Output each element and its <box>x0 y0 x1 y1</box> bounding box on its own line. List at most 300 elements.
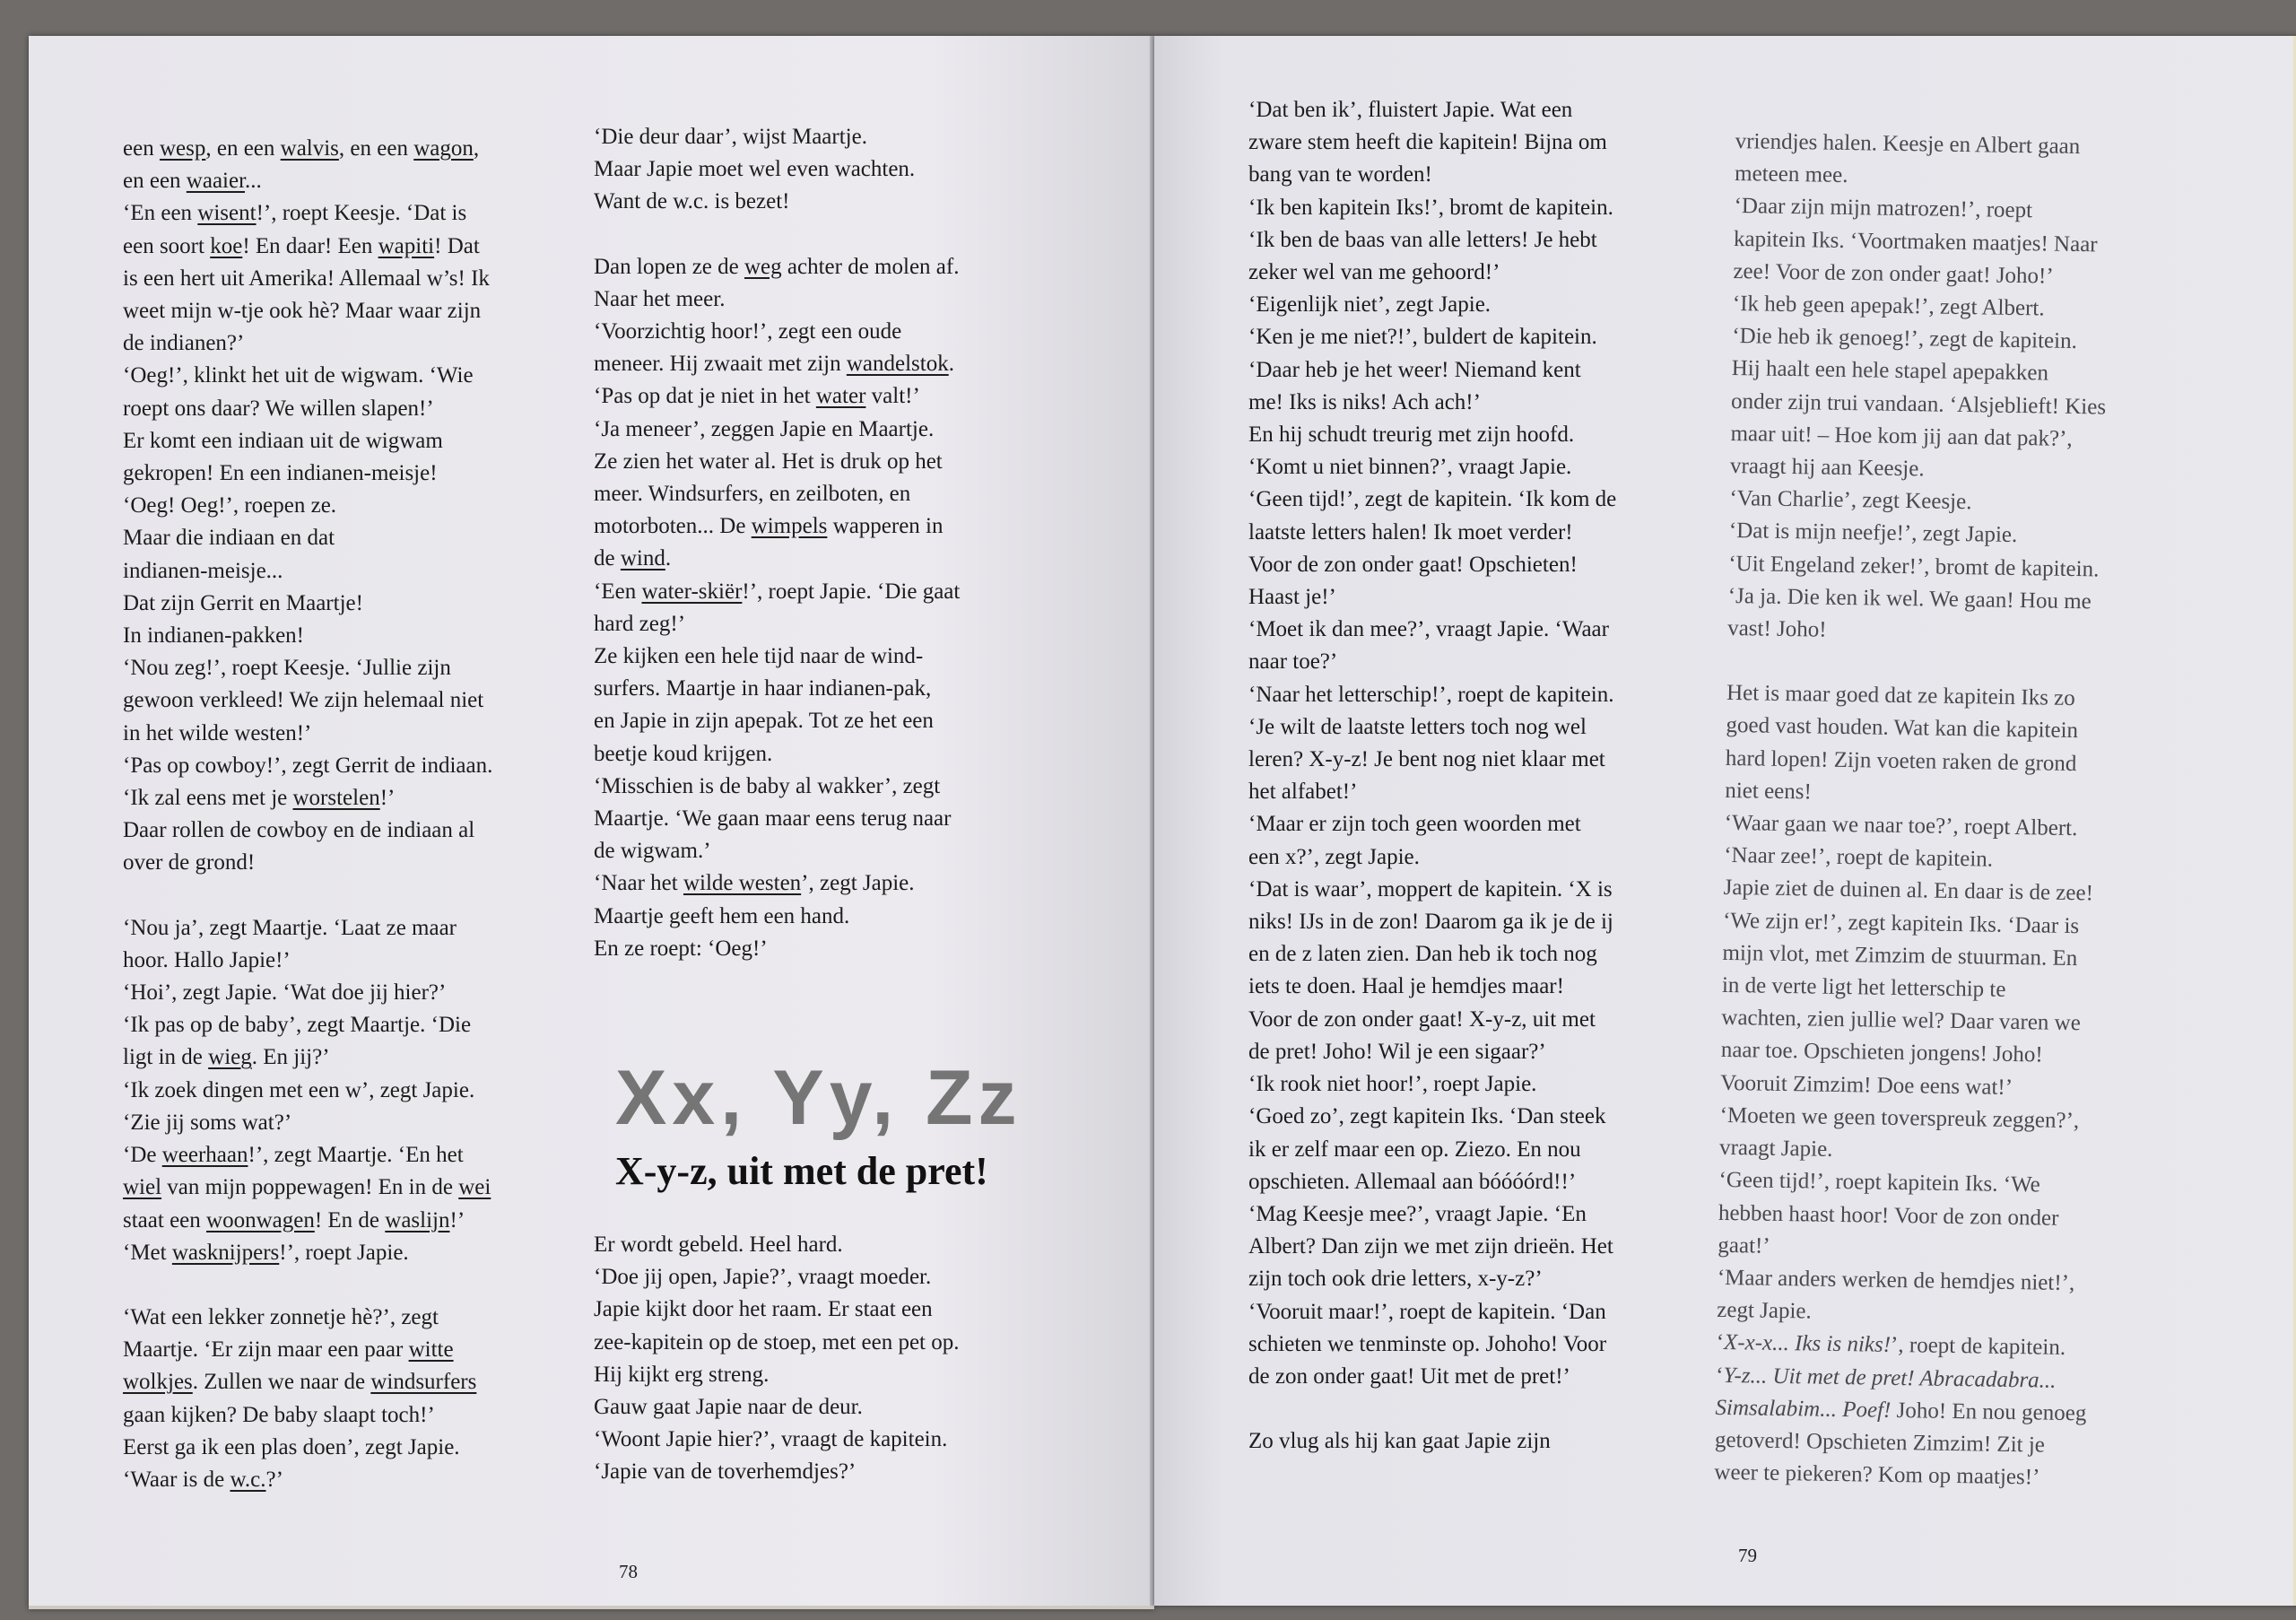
text-line <box>1248 419 1746 451</box>
text-line <box>594 608 1100 640</box>
text-segment: in de verte ligt het letterschip te <box>1721 972 2006 1002</box>
text-segment: staat een <box>123 1207 207 1232</box>
text-line <box>594 446 1100 478</box>
underlined-word: wei <box>458 1175 491 1200</box>
text-segment: zijn toch ook drie letters, x-y-z?’ <box>1248 1267 1543 1292</box>
text-segment: hard zeg!’ <box>594 611 686 636</box>
text-segment: hebben haast hoor! Voor de zon onder <box>1718 1200 2059 1231</box>
text-segment: ‘Dat is waar’, moppert de kapitein. ‘X is <box>1248 876 1613 901</box>
text-line <box>1248 971 1746 1003</box>
text-segment: Dan lopen ze de <box>594 254 744 279</box>
underlined-word: wisent <box>197 201 257 226</box>
text-line <box>123 231 607 263</box>
text-segment: ‘Naar het <box>594 871 683 896</box>
text-line <box>123 490 607 522</box>
text-segment: wapperen in <box>827 514 944 539</box>
text-line <box>594 414 1100 446</box>
text-line <box>1248 679 1746 711</box>
text-line <box>1248 874 1746 906</box>
underlined-word: wieg <box>208 1045 252 1070</box>
text-segment: ! En daar! Een <box>242 233 378 258</box>
text-line <box>123 620 607 652</box>
text-segment: ‘Ik zal eens met je <box>123 786 293 811</box>
text-segment: ‘Ja meneer’, zeggen Japie en Maartje. <box>594 416 935 441</box>
underlined-word: wind <box>620 546 665 571</box>
text-segment: ‘Die deur daar’, wijst Maartje. <box>594 125 867 149</box>
text-segment: Joho! En nou genoeg <box>1891 1398 2087 1426</box>
page-number-left: 78 <box>619 1561 638 1582</box>
underlined-word: water-skiër <box>641 579 743 604</box>
underlined-word: wolkjes <box>123 1370 193 1395</box>
text-segment: schieten we tenminste op. Johoho! Voor <box>1248 1331 1607 1356</box>
text-segment: valt!’ <box>865 384 920 409</box>
text-segment: ‘Nou zeg!’, roept Keesje. ‘Jullie zijn <box>123 656 451 681</box>
text-segment: ‘Wat een lekker zonnetje hè?’, zegt <box>123 1304 439 1329</box>
chapter-title: X-y-z, uit met de pret! <box>615 1149 988 1193</box>
text-segment: ‘Mag Keesje mee?’, vraagt Japie. ‘En <box>1248 1201 1587 1226</box>
text-line <box>123 1302 607 1334</box>
text-column-2 <box>594 121 1100 965</box>
text-segment: zeker wel van me gehoord!’ <box>1248 260 1500 285</box>
text-line <box>594 380 1100 413</box>
text-segment: roept ons daar? We willen slapen!’ <box>123 396 434 421</box>
underlined-word: witte <box>408 1337 454 1363</box>
text-segment: iets te doen. Haal je hemdjes maar! <box>1248 974 1564 999</box>
text-segment: Want de w.c. is bezet! <box>594 189 790 214</box>
text-segment: naar toe. Opschieten jongens! Joho! <box>1720 1038 2043 1067</box>
left-page <box>29 36 1154 1609</box>
text-segment: meteen mee. <box>1734 161 1848 188</box>
text-segment: ‘Die heb ik genoeg!’, zegt de kapitein. <box>1732 324 2078 354</box>
text-line <box>123 814 607 847</box>
text-segment: Voor de zon onder gaat! X-y-z, uit met <box>1248 1006 1596 1032</box>
text-line <box>594 933 1100 965</box>
text-segment: ‘Met <box>123 1240 172 1265</box>
text-segment: . Zullen we naar de <box>192 1370 371 1395</box>
text-line <box>123 133 607 165</box>
text-line <box>1248 387 1746 419</box>
text-segment: ‘Dat is mijn neefje!’, zegt Japie. <box>1728 518 2018 548</box>
text-segment: . En jij?’ <box>251 1045 330 1070</box>
underlined-word: wandelstok <box>846 352 949 377</box>
text-segment: En ze roept: ‘Oeg!’ <box>594 936 768 961</box>
text-segment: de pret! Joho! Wil je een sigaar?’ <box>1248 1039 1546 1064</box>
text-line <box>123 1334 607 1366</box>
text-segment: . <box>665 546 672 571</box>
text-segment: !’, zegt Maartje. ‘En het <box>248 1143 464 1168</box>
text-segment: ‘De <box>123 1143 162 1168</box>
text-line <box>123 1041 607 1074</box>
text-line <box>1248 744 1746 776</box>
underlined-word: wimpels <box>751 514 828 539</box>
text-line <box>1248 906 1746 938</box>
text-line <box>1248 1036 1746 1068</box>
text-segment: het alfabet!’ <box>1248 780 1358 805</box>
text-line <box>123 718 607 750</box>
text-segment: ‘Een <box>594 579 642 604</box>
text-line <box>1248 1425 1746 1458</box>
text-segment: ‘Uit Engeland zeker!’, bromt de kapitein. <box>1728 551 2100 582</box>
text-segment: de indianen?’ <box>123 331 245 356</box>
text-segment: vraagt Japie. <box>1718 1135 1833 1162</box>
text-segment: Japie kijkt door het raam. Er staat een <box>594 1297 933 1322</box>
text-line <box>1248 94 1746 126</box>
text-column-1 <box>123 133 607 1496</box>
text-segment: ‘Geen tijd!’, zegt de kapitein. ‘Ik kom de <box>1248 487 1617 512</box>
text-segment: Vooruit Zimzim! Doe eens wat!’ <box>1720 1070 2013 1100</box>
book-spread <box>18 36 2296 1615</box>
text-segment: ‘Ja ja. Die ken ik wel. We gaan! Hou me <box>1727 583 2092 614</box>
text-line <box>1248 1068 1746 1101</box>
text-line <box>123 1366 607 1398</box>
text-line <box>594 1456 1100 1488</box>
text-line <box>123 847 607 879</box>
text-segment: vraagt hij aan Keesje. <box>1729 453 1925 482</box>
text-line <box>1248 1004 1746 1036</box>
text-segment: ‘Vooruit maar!’, roept de kapitein. ‘Dan <box>1248 1299 1606 1324</box>
text-segment: laatste letters halen! Ik moet verder! <box>1248 519 1573 544</box>
text-line <box>594 705 1100 737</box>
text-segment: Japie ziet de duinen al. En daar is de zee! <box>1723 875 2094 906</box>
text-line <box>1248 938 1746 971</box>
text-segment: Voor de zon onder gaat! Opschieten! <box>1248 552 1578 577</box>
text-segment: wachten, zien jullie wel? Daar varen we <box>1721 1006 2082 1036</box>
text-line <box>123 425 607 457</box>
text-segment: !’, roept Japie. ‘Die gaat <box>742 579 961 604</box>
text-line <box>594 153 1100 186</box>
text-segment: goed vast houden. Wat kan die kapitein <box>1726 713 2079 744</box>
text-line <box>123 1107 607 1139</box>
text-segment: !’ <box>449 1207 465 1232</box>
text-segment: indianen-meisje... <box>123 558 283 583</box>
text-segment: ‘Hoi’, zegt Japie. ‘Wat doe jij hier?’ <box>123 980 447 1006</box>
text-segment: en Japie in zijn apepak. Tot ze het een <box>594 709 934 734</box>
underlined-word: wilde westen <box>683 871 802 896</box>
text-segment: ‘Ik pas op de baby’, zegt Maartje. ‘Die <box>123 1013 472 1038</box>
text-line <box>123 393 607 425</box>
text-segment: gaan kijken? De baby slaapt toch!’ <box>123 1402 435 1427</box>
text-line <box>1248 257 1746 289</box>
text-segment: Daar rollen de cowboy en de indiaan al <box>123 818 475 843</box>
underlined-word: wapiti <box>378 233 435 258</box>
text-line <box>1248 581 1746 614</box>
text-segment: ! Dat <box>434 233 480 258</box>
text-segment: in het wilde westen!’ <box>123 720 312 745</box>
text-segment: ‘Woont Japie hier?’, vraagt de kapitein. <box>594 1427 948 1452</box>
underlined-word: wagon <box>413 136 474 161</box>
text-segment: gewoon verkleed! We zijn helemaal niet <box>123 688 484 713</box>
text-segment: weet mijn w-tje ook hè? Maar waar zijn <box>123 299 482 324</box>
text-segment: Eerst ga ik een plas doen’, zegt Japie. <box>123 1434 460 1459</box>
text-line <box>1248 451 1746 483</box>
text-line <box>1248 614 1746 646</box>
text-segment: een x?’, zegt Japie. <box>1248 844 1420 869</box>
text-line <box>123 263 607 295</box>
underlined-word: waslijn <box>385 1207 450 1232</box>
text-line <box>1248 192 1746 224</box>
underlined-word: wasknijpers <box>171 1240 280 1265</box>
text-segment: ‘Goed zo’, zegt kapitein Iks. ‘Dan steek <box>1248 1104 1606 1129</box>
text-segment: ‘Oeg!’, klinkt het uit de wigwam. ‘Wie <box>123 363 474 388</box>
text-segment: ‘Moeten we geen toverspreuk zeggen?’, <box>1719 1102 2080 1134</box>
text-segment: Het is maar goed dat ze kapitein Iks zo <box>1726 681 2075 711</box>
text-segment: gaat!’ <box>1718 1232 1770 1259</box>
text-segment: ‘Geen tijd!’, roept kapitein Iks. ‘We <box>1718 1168 2040 1198</box>
text-segment: ‘Daar heb je het weer! Niemand kent <box>1248 357 1581 382</box>
text-segment: ‘Daar zijn mijn matrozen!’, roept <box>1734 194 2033 223</box>
text-segment: ’, zegt Japie. <box>801 871 915 896</box>
text-segment: is een hert uit Amerika! Allemaal w’s! Ik <box>123 266 490 291</box>
text-segment: Ze kijken een hele tijd naar de wind- <box>594 644 924 669</box>
underlined-word: waaier <box>186 169 246 194</box>
text-segment: hard lopen! Zijn voeten raken de grond <box>1725 745 2077 776</box>
text-line <box>594 478 1100 510</box>
text-segment: , <box>473 136 480 161</box>
text-line <box>123 912 607 945</box>
text-segment: niks! IJs in de zon! Daarom ga ik je de ij <box>1248 910 1613 935</box>
text-line <box>123 750 607 782</box>
text-line <box>1714 1457 2195 1497</box>
text-line <box>594 673 1100 705</box>
text-segment: Er wordt gebeld. Heel hard. <box>594 1232 843 1257</box>
text-line <box>594 867 1100 900</box>
text-line <box>594 771 1100 803</box>
text-line <box>594 835 1100 867</box>
text-segment: In indianen-pakken! <box>123 623 305 649</box>
text-segment: ‘Doe jij open, Japie?’, vraagt moeder. <box>594 1265 932 1290</box>
text-line <box>1248 1101 1746 1133</box>
text-segment: opschieten. Allemaal aan bóóóórd!!’ <box>1248 1169 1577 1194</box>
text-segment: beetje koud krijgen. <box>594 741 773 766</box>
text-line <box>1248 483 1746 516</box>
text-segment: van mijn poppewagen! En in de <box>161 1175 459 1200</box>
text-segment: !’ <box>379 786 396 811</box>
text-segment: ‘Zie jij soms wat?’ <box>123 1110 292 1135</box>
right-page <box>1154 36 2296 1606</box>
text-segment: Ze zien het water al. Het is druk op het <box>594 449 943 474</box>
text-segment: kapitein Iks. ‘Voortmaken maatjes! Naar <box>1733 226 2098 257</box>
text-line <box>123 457 607 490</box>
text-segment: ?’ <box>265 1467 283 1492</box>
text-segment: ‘Voorzichtig hoor!’, zegt een oude <box>594 319 902 344</box>
text-line <box>594 803 1100 835</box>
text-line <box>1248 1134 1746 1166</box>
text-segment: Er komt een indiaan uit de wigwam <box>123 428 443 453</box>
text-segment: ‘Ik heb geen apepak!’, zegt Albert. <box>1732 291 2045 321</box>
text-line <box>594 283 1100 316</box>
text-line <box>1248 1361 1746 1393</box>
text-segment: Hij haalt een hele stapel apepakken <box>1731 356 2049 386</box>
text-line <box>123 1399 607 1432</box>
text-segment: over de grond! <box>123 850 256 875</box>
text-line <box>123 652 607 684</box>
text-column-2b <box>594 1229 1100 1489</box>
text-segment: ‘Maar er zijn toch geen woorden met <box>1248 812 1581 837</box>
text-line <box>123 295 607 327</box>
text-line <box>594 1391 1100 1424</box>
text-segment: ‘Maar anders werken de hemdjes niet!’, <box>1717 1265 2075 1296</box>
text-segment: Maar Japie moet wel even wachten. <box>594 157 916 182</box>
text-segment: Maar die indiaan en dat <box>123 526 335 551</box>
text-segment: Zo vlug als hij kan gaat Japie zijn <box>1248 1429 1551 1454</box>
text-segment: ‘ <box>1716 1330 1725 1355</box>
text-segment: Maartje. ‘We gaan maar eens terug naar <box>594 806 952 832</box>
text-line <box>594 1424 1100 1456</box>
underlined-word: woonwagen <box>206 1207 315 1232</box>
text-line <box>594 1359 1100 1391</box>
paragraph-gap <box>123 1269 607 1302</box>
text-line <box>594 1293 1100 1326</box>
text-segment: . <box>948 352 954 377</box>
text-segment: ! En de <box>314 1207 386 1232</box>
text-segment: niet eens! <box>1725 778 1813 805</box>
underlined-word: w.c. <box>230 1467 266 1492</box>
underlined-word: wiel <box>123 1175 162 1200</box>
text-segment: ‘Ik ben kapitein Iks!’, bromt de kapitein. <box>1248 195 1613 220</box>
text-segment: ‘Naar het letterschip!’, roept de kapitein. <box>1248 682 1614 707</box>
text-line <box>594 1327 1100 1359</box>
text-line <box>123 1464 607 1496</box>
text-line <box>1248 841 1746 874</box>
text-line <box>1248 1166 1746 1198</box>
text-segment: maar uit! – Hoe kom jij aan dat pak?’, <box>1730 421 2073 451</box>
text-segment: mijn vlot, met Zimzim de stuurman. En <box>1722 940 2078 971</box>
text-segment: de wigwam.’ <box>594 839 711 864</box>
text-line <box>123 197 607 230</box>
underlined-word: water <box>815 384 866 409</box>
text-segment: Dat zijn Gerrit en Maartje! <box>123 590 363 615</box>
text-segment: Maartje geeft hem een hand. <box>594 903 850 928</box>
text-segment: Gauw gaat Japie naar de deur. <box>594 1395 863 1420</box>
text-segment: En hij schudt treurig met zijn hoofd. <box>1248 422 1575 448</box>
text-segment: ‘Van Charlie’, zegt Keesje. <box>1729 486 1972 515</box>
text-segment: ‘Moet ik dan mee?’, vraagt Japie. ‘Waar <box>1248 617 1609 642</box>
text-segment: ‘ <box>1715 1363 1724 1388</box>
text-line <box>123 1009 607 1041</box>
text-line <box>1248 1296 1746 1328</box>
text-segment: ‘Ik zoek dingen met een w’, zegt Japie. <box>123 1077 475 1102</box>
text-segment: ‘Waar is de <box>123 1467 230 1492</box>
text-segment: Haast je!’ <box>1248 585 1336 610</box>
text-line <box>1248 776 1746 808</box>
text-segment: Y-z... Uit met de pret! Abracadabra... <box>1723 1363 2057 1393</box>
text-segment: ‘Oeg! Oeg!’, roepen ze. <box>123 493 337 518</box>
text-segment: ‘Pas op cowboy!’, zegt Gerrit de indiaan. <box>123 753 493 778</box>
text-line <box>123 588 607 620</box>
text-line <box>123 555 607 588</box>
text-line <box>594 251 1100 283</box>
text-segment: ‘Pas op dat je niet in het <box>594 384 816 409</box>
text-segment: meneer. Hij zwaait met zijn <box>594 352 847 377</box>
text-segment: zee! Voor de zon onder gaat! Joho!’ <box>1733 258 2054 289</box>
text-segment: ‘Misschien is de baby al wakker’, zegt <box>594 773 941 798</box>
text-line <box>123 360 607 392</box>
text-segment: ‘Waar gaan we naar toe?’, roept Albert. <box>1724 810 2078 841</box>
text-line <box>594 738 1100 771</box>
paragraph-gap <box>594 219 1100 251</box>
text-segment: en de z laten zien. Dan heb ik toch nog <box>1248 942 1597 967</box>
underlined-word: koe <box>210 233 243 258</box>
text-segment: ... <box>245 169 262 194</box>
text-segment: zegt Japie. <box>1717 1297 1812 1324</box>
text-line <box>594 901 1100 933</box>
text-segment: ik er zelf maar een op. Ziezo. En nou <box>1248 1137 1581 1162</box>
text-segment: ‘Nou ja’, zegt Maartje. ‘Laat ze maar <box>123 915 457 940</box>
text-segment: surfers. Maartje in haar indianen-pak, <box>594 676 932 701</box>
text-segment: gekropen! En een indianen-meisje! <box>123 461 438 486</box>
text-segment: Hij kijkt erg streng. <box>594 1362 770 1387</box>
page-number-right: 79 <box>1738 1545 1757 1566</box>
text-line <box>1248 1231 1746 1263</box>
text-segment: leren? X-y-z! Je bent nog niet klaar met <box>1248 747 1605 772</box>
text-segment: een soort <box>123 233 211 258</box>
underlined-word: weerhaan <box>161 1143 248 1168</box>
text-line <box>594 543 1100 575</box>
text-segment: ‘Eigenlijk niet’, zegt Japie. <box>1248 292 1492 318</box>
text-segment: naar toe?’ <box>1248 649 1338 675</box>
text-line <box>594 348 1100 380</box>
chapter-letters: Xx, Yy, Zz <box>615 1055 1022 1141</box>
text-segment: , en een <box>205 136 281 161</box>
text-segment: Albert? Dan zijn we met zijn drieën. Het <box>1248 1234 1613 1259</box>
text-line <box>594 121 1100 153</box>
text-line <box>1248 159 1746 191</box>
text-segment: hoor. Hallo Japie!’ <box>123 947 291 972</box>
text-line <box>1248 224 1746 257</box>
text-line <box>123 782 607 814</box>
text-line <box>1248 517 1746 549</box>
text-segment: onder zijn trui vandaan. ‘Alsjeblieft! Kies <box>1730 388 2107 420</box>
text-segment: ‘Je wilt de laatste letters toch nog wel <box>1248 714 1587 739</box>
text-line <box>123 522 607 554</box>
text-segment: en een <box>123 169 187 194</box>
text-line <box>1248 1263 1746 1295</box>
text-segment: ‘En een <box>123 201 198 226</box>
text-segment: ‘Naar zee!’, roept de kapitein. <box>1724 843 1994 872</box>
text-segment: ‘Ik ben de baas van alle letters! Je hebt <box>1248 227 1597 252</box>
text-segment: ’, roept de kapitein. <box>1890 1333 2066 1361</box>
text-line <box>123 945 607 977</box>
text-segment: ‘We zijn er!’, zegt kapitein Iks. ‘Daar is <box>1722 908 2080 938</box>
text-segment: de <box>594 546 621 571</box>
text-segment: , en een <box>338 136 414 161</box>
text-segment: me! Iks is niks! Ach ach!’ <box>1248 389 1481 414</box>
underlined-word: windsurfers <box>370 1370 477 1395</box>
text-segment: !’, roept Keesje. ‘Dat is <box>256 201 467 226</box>
text-line <box>1248 549 1746 581</box>
text-segment: ‘Dat ben ik’, fluistert Japie. Wat een <box>1248 98 1573 122</box>
text-segment: bang van te worden! <box>1248 162 1432 187</box>
text-line <box>1248 808 1746 840</box>
text-line <box>1248 289 1746 321</box>
text-segment: !’, roept Japie. <box>279 1240 409 1265</box>
text-line <box>1248 646 1746 678</box>
text-line <box>594 510 1100 543</box>
text-line <box>123 977 607 1009</box>
text-segment: ‘Ken je me niet?!’, buldert de kapitein. <box>1248 325 1597 350</box>
paragraph-gap <box>123 880 607 912</box>
text-segment: X-x-x... Iks is niks! <box>1723 1330 1892 1358</box>
text-segment: ligt in de <box>123 1045 209 1070</box>
text-line <box>123 1171 607 1204</box>
text-segment: weer te piekeren? Kom op maatjes!’ <box>1714 1459 2040 1490</box>
underlined-word: weg <box>744 254 782 279</box>
text-line <box>123 1139 607 1171</box>
text-segment: zware stem heeft die kapitein! Bijna om <box>1248 130 1607 155</box>
paragraph-gap <box>1248 1393 1746 1425</box>
text-line <box>123 327 607 360</box>
text-segment: de zon onder gaat! Uit met de pret!’ <box>1248 1363 1570 1389</box>
